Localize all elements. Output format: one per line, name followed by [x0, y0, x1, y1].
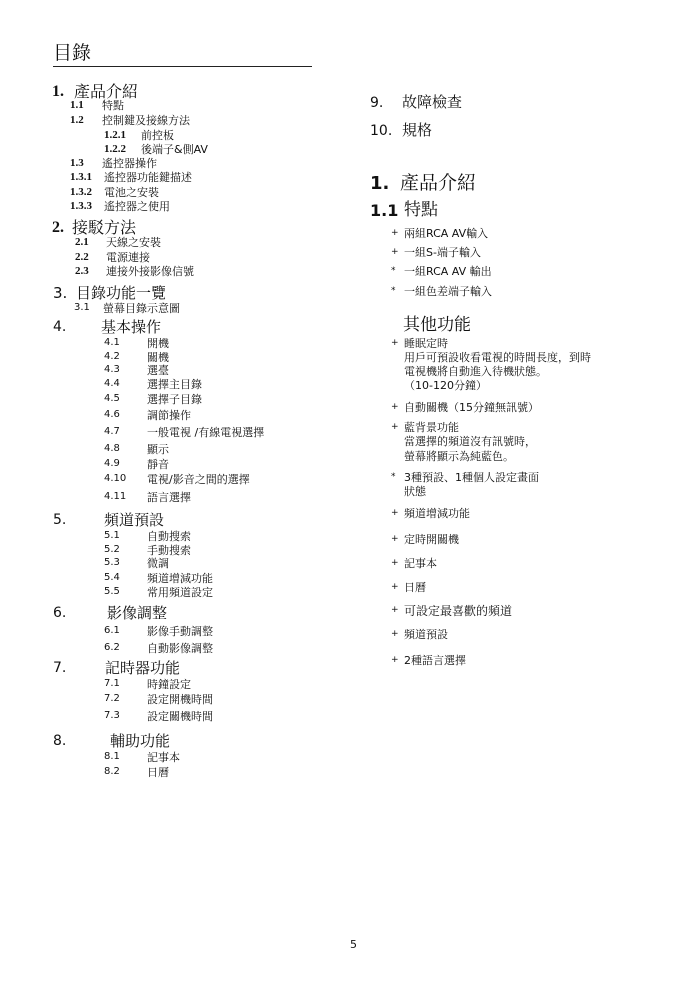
other-feature-item: 睡眠定時 — [404, 337, 448, 350]
other-feature-item: 藍背景功能 — [404, 421, 459, 434]
toc-entry-num: 1.3 — [70, 157, 84, 169]
toc-entry-num: 1. — [52, 83, 64, 100]
other-feature-item: 當選擇的頻道沒有訊號時， — [404, 435, 536, 448]
toc-entry-num: 5.4 — [104, 572, 120, 583]
toc-entry-num: 6.2 — [104, 642, 120, 653]
toc-entry-num: 4. — [53, 319, 67, 335]
toc-entry-num: 7.3 — [104, 710, 120, 721]
toc-entry-num: 1.3.1 — [70, 171, 92, 183]
other-feature-item: 頻道增減功能 — [404, 507, 470, 520]
bullet-icon: + — [391, 402, 399, 412]
toc-entry-label: 規格 — [402, 121, 433, 139]
toc-entry-label: 電池之安裝 — [104, 186, 159, 199]
toc-entry-label: 設定關機時間 — [147, 710, 213, 723]
toc-entry-label: 調節操作 — [147, 409, 191, 422]
toc-entry-num: 5.2 — [104, 544, 120, 555]
toc-entry-num: 1.3.2 — [70, 186, 92, 198]
other-feature-item: 頻道預設 — [404, 628, 448, 641]
toc-entry-num: 1.3.3 — [70, 200, 92, 212]
other-feature-item: 自動關機（15分鐘無訊號） — [404, 401, 539, 414]
toc-entry-label: 輔助功能 — [110, 732, 171, 750]
other-feature-item: 2種語言選擇 — [404, 654, 466, 667]
toc-entry-num: 4.3 — [104, 364, 120, 375]
toc-entry-label: 天線之安裝 — [106, 236, 161, 249]
toc-entry-num: 3.1 — [74, 302, 90, 313]
bullet-icon: + — [391, 605, 399, 615]
feature-item: 兩組RCA AV輸入 — [404, 227, 489, 240]
toc-entry-label: 電源連接 — [106, 251, 150, 264]
toc-entry-num: 8. — [53, 733, 67, 749]
other-feature-item: （10-120分鐘） — [404, 379, 487, 392]
bullet-icon: * — [391, 266, 396, 276]
toc-entry-label: 目錄功能一覽 — [76, 284, 167, 302]
toc-entry-num: 6.1 — [104, 625, 120, 636]
toc-entry-num: 1.2.1 — [104, 129, 126, 141]
toc-entry-label: 電視/影音之間的選擇 — [147, 473, 250, 486]
toc-entry-num: 5. — [53, 512, 67, 528]
toc-entry-num: 1.1 — [70, 99, 84, 111]
bullet-icon: + — [391, 655, 399, 665]
toc-entry-num: 6. — [53, 605, 67, 621]
other-feature-item: 電視機將自動進入待機狀態。 — [404, 365, 547, 378]
toc-entry-label: 連接外接影像信號 — [106, 265, 194, 278]
bullet-icon: + — [391, 338, 399, 348]
toc-entry-num: 2. — [52, 219, 64, 236]
toc-entry-label: 前控板 — [141, 129, 174, 142]
toc-entry-label: 選臺 — [147, 364, 169, 377]
toc-entry-label: 接駁方法 — [72, 218, 137, 237]
toc-entry-num: 4.2 — [104, 351, 120, 362]
toc-entry-num: 1.2 — [70, 114, 84, 126]
toc-entry-num: 4.11 — [104, 491, 127, 502]
toc-entry-num: 4.9 — [104, 458, 120, 469]
toc-entry-num: 2.1 — [75, 236, 89, 248]
toc-entry-num: 4.8 — [104, 443, 120, 454]
other-feature-item: 螢幕將顯示為純藍色。 — [404, 450, 514, 463]
toc-entry-label: 選擇主目錄 — [147, 378, 202, 391]
other-feature-item: 3種預設、1種個人設定畫面 — [404, 471, 539, 484]
toc-entry-label: 語言選擇 — [147, 491, 191, 504]
toc-entry-label: 遙控器之使用 — [104, 200, 170, 213]
section-title: 產品介紹 — [400, 172, 477, 194]
toc-entry-label: 設定開機時間 — [147, 693, 213, 706]
toc-title: 目錄 — [53, 42, 92, 64]
bullet-icon: * — [391, 286, 396, 296]
toc-entry-num: 2.2 — [75, 251, 89, 263]
bullet-icon: + — [391, 629, 399, 639]
bullet-icon: + — [391, 558, 399, 568]
bullet-icon: + — [391, 422, 399, 432]
toc-entry-label: 影像手動調整 — [147, 625, 213, 638]
toc-entry-num: 4.5 — [104, 393, 120, 404]
toc-entry-label: 自動搜索 — [147, 530, 191, 543]
feature-item: 一組色差端子輸入 — [404, 285, 492, 298]
other-feature-item: 記事本 — [404, 557, 437, 570]
toc-entry-label: 日曆 — [147, 766, 169, 779]
bullet-icon: + — [391, 534, 399, 544]
other-feature-item: 用戶可預設收看電視的時間長度，到時 — [404, 351, 591, 364]
toc-entry-num: 7.2 — [104, 693, 120, 704]
toc-entry-num: 7. — [53, 660, 67, 676]
toc-entry-label: 時鐘設定 — [147, 678, 191, 691]
toc-entry-num: 5.1 — [104, 530, 120, 541]
other-feature-item: 可設定最喜歡的頻道 — [404, 604, 513, 618]
other-feature-item: 日曆 — [404, 581, 426, 594]
toc-entry-label: 記時器功能 — [105, 659, 181, 677]
toc-entry-num: 8.2 — [104, 766, 120, 777]
toc-entry-num: 3. — [53, 284, 68, 302]
toc-entry-label: 一般電視 /有線電視選擇 — [147, 426, 265, 439]
toc-entry-num: 4.7 — [104, 426, 120, 437]
toc-entry-num: 7.1 — [104, 678, 120, 689]
other-features-title: 其他功能 — [403, 315, 471, 335]
toc-entry-num: 5.5 — [104, 586, 120, 597]
bullet-icon: + — [391, 508, 399, 518]
toc-entry-num: 4.4 — [104, 378, 120, 389]
toc-entry-label: 遙控器操作 — [102, 157, 157, 170]
toc-entry-num: 9. — [370, 95, 384, 111]
bullet-icon: + — [391, 228, 399, 238]
toc-entry-label: 手動搜索 — [147, 544, 191, 557]
page-number: 5 — [350, 938, 357, 951]
other-feature-item: 定時開關機 — [404, 533, 459, 546]
toc-entry-label: 頻道增減功能 — [147, 572, 213, 585]
toc-entry-label: 記事本 — [147, 751, 180, 764]
toc-entry-label: 故障檢查 — [402, 93, 463, 111]
toc-entry-label: 頻道預設 — [104, 511, 165, 529]
toc-entry-num: 1.2.2 — [104, 143, 126, 155]
toc-entry-num: 8.1 — [104, 751, 120, 762]
toc-entry-num: 4.10 — [104, 473, 127, 484]
toc-entry-label: 顯示 — [147, 443, 169, 456]
toc-entry-label: 後端子&側AV — [141, 143, 208, 156]
toc-entry-label: 遙控器功能鍵描述 — [104, 171, 192, 184]
toc-entry-label: 微調 — [147, 557, 169, 570]
other-feature-item: 狀態 — [404, 485, 426, 498]
subsection-number: 1.1 — [370, 201, 399, 220]
toc-entry-label: 特點 — [102, 99, 124, 112]
toc-entry-label: 自動影像調整 — [147, 642, 213, 655]
toc-entry-label: 關機 — [147, 351, 169, 364]
toc-entry-num: 4.1 — [104, 337, 120, 348]
bullet-icon: * — [391, 472, 396, 482]
subsection-title: 特點 — [404, 200, 438, 220]
toc-entry-label: 產品介紹 — [74, 82, 139, 101]
bullet-icon: + — [391, 247, 399, 257]
bullet-icon: + — [391, 582, 399, 592]
section-number: 1. — [370, 173, 390, 194]
toc-entry-num: 5.3 — [104, 557, 120, 568]
toc-entry-label: 影像調整 — [107, 604, 168, 622]
toc-entry-label: 基本操作 — [101, 318, 162, 336]
toc-entry-label: 控制鍵及接線方法 — [102, 114, 190, 127]
toc-entry-num: 2.3 — [75, 265, 89, 277]
toc-entry-label: 選擇子目錄 — [147, 393, 202, 406]
toc-entry-label: 螢幕目錄示意圖 — [103, 302, 180, 315]
toc-entry-num: 4.6 — [104, 409, 120, 420]
toc-entry-num: 10. — [370, 123, 393, 139]
toc-entry-label: 常用頻道設定 — [147, 586, 213, 599]
toc-title-underline — [53, 66, 312, 67]
toc-entry-label: 開機 — [147, 337, 169, 350]
feature-item: 一組S-端子輸入 — [404, 246, 481, 259]
toc-entry-label: 靜音 — [147, 458, 169, 471]
feature-item: 一組RCA AV 輸出 — [404, 265, 492, 278]
